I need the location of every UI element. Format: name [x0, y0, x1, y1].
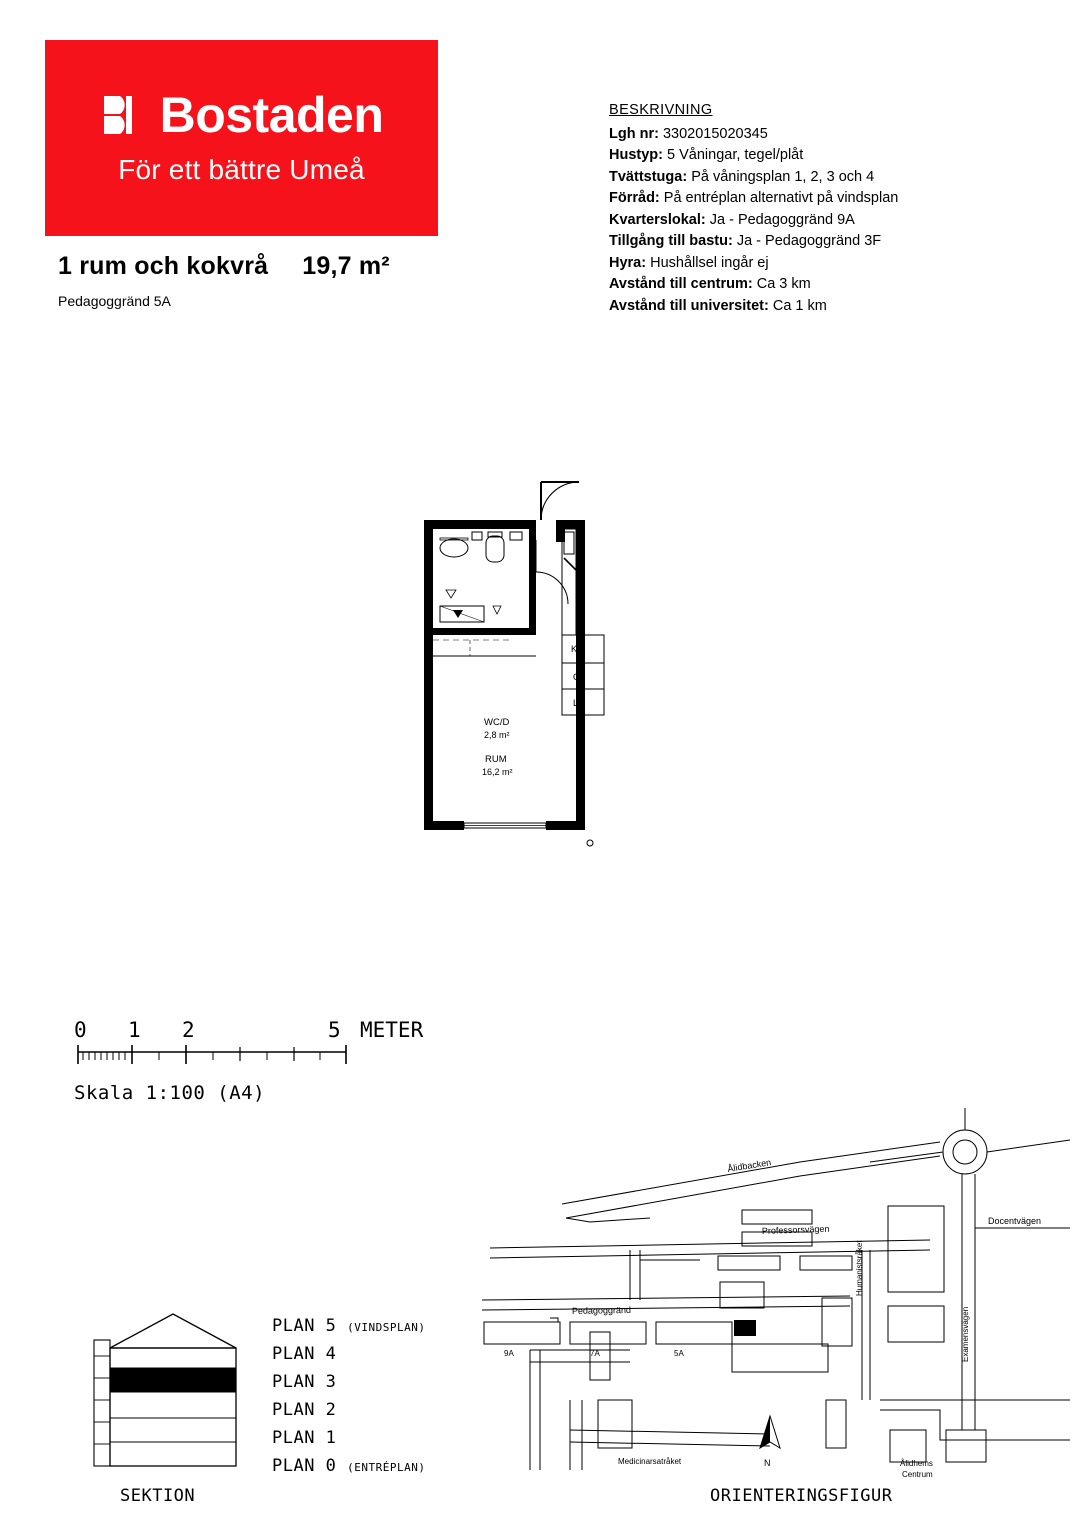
plan-label-text: PLAN 3: [272, 1372, 337, 1392]
house-number-7a: 7A: [590, 1349, 600, 1358]
appliance-label-g6: G6: [573, 672, 586, 682]
description-key: Avstånd till universitet:: [609, 297, 769, 314]
room-label-rum: RUM: [485, 754, 507, 765]
description-value: Ja - Pedagoggränd 3F: [736, 233, 882, 249]
section-caption: SEKTION: [120, 1486, 196, 1506]
description-key: Kvarterslokal:: [609, 211, 706, 228]
logo-wordmark: Bostaden: [159, 87, 384, 143]
logo-row: [100, 87, 384, 143]
street-label-pedagoggrand: Pedagoggränd: [571, 1304, 632, 1316]
compass-north-label: N: [764, 1458, 771, 1468]
description-value: 3302015020345: [662, 125, 768, 142]
description-value: Ca 1 km: [772, 297, 827, 314]
orientation-map: [470, 1100, 1070, 1480]
description-value: På entréplan alternativt på vindsplan: [663, 190, 899, 206]
description-value: Ja - Pedagoggränd 9A: [709, 211, 855, 228]
street-label-alidbacken: Ålidbacken: [726, 1157, 772, 1174]
description-value: Ca 3 km: [756, 276, 811, 292]
section-plan-labels: [272, 1316, 442, 1484]
street-label-medicinarsatraket: Medicinarsatråket: [618, 1457, 682, 1466]
description-row: [609, 253, 1049, 275]
description-row: [609, 274, 1049, 296]
title-area: [58, 252, 518, 309]
plan-label-text: PLAN 4: [272, 1344, 337, 1364]
description-row: [609, 296, 1049, 318]
house-number-5a: 5A: [674, 1349, 684, 1358]
plan-label-note: (ENTRÉPLAN): [347, 1461, 426, 1474]
description-key: Förråd:: [609, 190, 660, 206]
street-label-professorsvagen: Professorsvägen: [761, 1223, 830, 1236]
room-area-rum: 16,2 m²: [482, 767, 513, 777]
description-block: [609, 100, 1049, 317]
plan-label-text: PLAN 5: [272, 1316, 337, 1336]
plan-label-1: [272, 1428, 442, 1456]
floorplan-drawing: [410, 480, 650, 850]
bostaden-logo-icon: [100, 92, 146, 138]
description-key: Tvättstuga:: [609, 168, 688, 185]
description-value: Hushållsel ingår ej: [650, 254, 769, 271]
plan-label-5: [272, 1316, 442, 1344]
scale-ruler: [74, 1044, 364, 1070]
apartment-address: Pedagoggränd 5A: [58, 293, 171, 309]
description-row: [609, 124, 1049, 146]
description-row: [609, 231, 1049, 253]
apartment-area: 19,7 m²: [302, 252, 390, 280]
description-key: Hustyp:: [609, 147, 663, 163]
description-key: Hyra:: [609, 254, 647, 271]
scale-caption: Skala 1:100 (A4): [74, 1082, 266, 1104]
plan-label-4: [272, 1344, 442, 1372]
description-value: 5 Våningar, tegel/plåt: [667, 147, 804, 163]
room-label-wcd: WC/D: [484, 717, 510, 728]
appliance-label-kf: K/F: [571, 644, 586, 654]
logo-tagline: För ett bättre Umeå: [118, 154, 365, 185]
scale-tick-1: 1: [128, 1018, 141, 1042]
plan-label-2: [272, 1400, 442, 1428]
description-key: Avstånd till centrum:: [609, 276, 753, 292]
apartment-type: 1 rum och kokvrå: [58, 252, 269, 280]
scale-tick-5: 5: [328, 1018, 341, 1042]
scale-tick-0: 0: [74, 1018, 87, 1042]
description-row: [609, 188, 1049, 210]
scale-numbers: [74, 1018, 474, 1044]
description-row: [609, 167, 1049, 189]
plan-label-text: PLAN 1: [272, 1428, 337, 1448]
map-caption: ORIENTERINGSFIGUR: [710, 1486, 893, 1506]
description-heading: BESKRIVNING: [609, 102, 713, 118]
scale-bar: [74, 1018, 474, 1104]
room-area-wcd: 2,8 m²: [484, 730, 510, 740]
description-key: Lgh nr:: [609, 125, 659, 142]
description-key: Tillgång till bastu:: [609, 233, 733, 249]
description-row: [609, 210, 1049, 232]
plan-label-text: PLAN 2: [272, 1400, 337, 1420]
place-label-alidhem-1: Ålidhems: [900, 1459, 933, 1468]
plan-label-3: [272, 1372, 442, 1400]
bostaden-logo-block: [45, 40, 438, 236]
scale-unit: METER: [360, 1018, 424, 1042]
street-label-examensvagen: Examensvägen: [961, 1306, 970, 1362]
page-title: [58, 252, 518, 281]
plan-label-text: PLAN 0: [272, 1456, 337, 1476]
plan-label-0: [272, 1456, 442, 1484]
appliance-label-l6: L6: [573, 698, 584, 708]
place-label-alidhem-2: Centrum: [902, 1470, 933, 1479]
scale-tick-2: 2: [182, 1018, 195, 1042]
plan-label-note: (VINDSPLAN): [347, 1321, 426, 1334]
house-number-9a: 9A: [504, 1349, 514, 1358]
street-label-docentvagen: Docentvägen: [988, 1216, 1042, 1226]
street-label-humanistsraket: Humanistsråket: [855, 1240, 864, 1296]
description-row: [609, 145, 1049, 167]
description-value: På våningsplan 1, 2, 3 och 4: [691, 168, 875, 185]
